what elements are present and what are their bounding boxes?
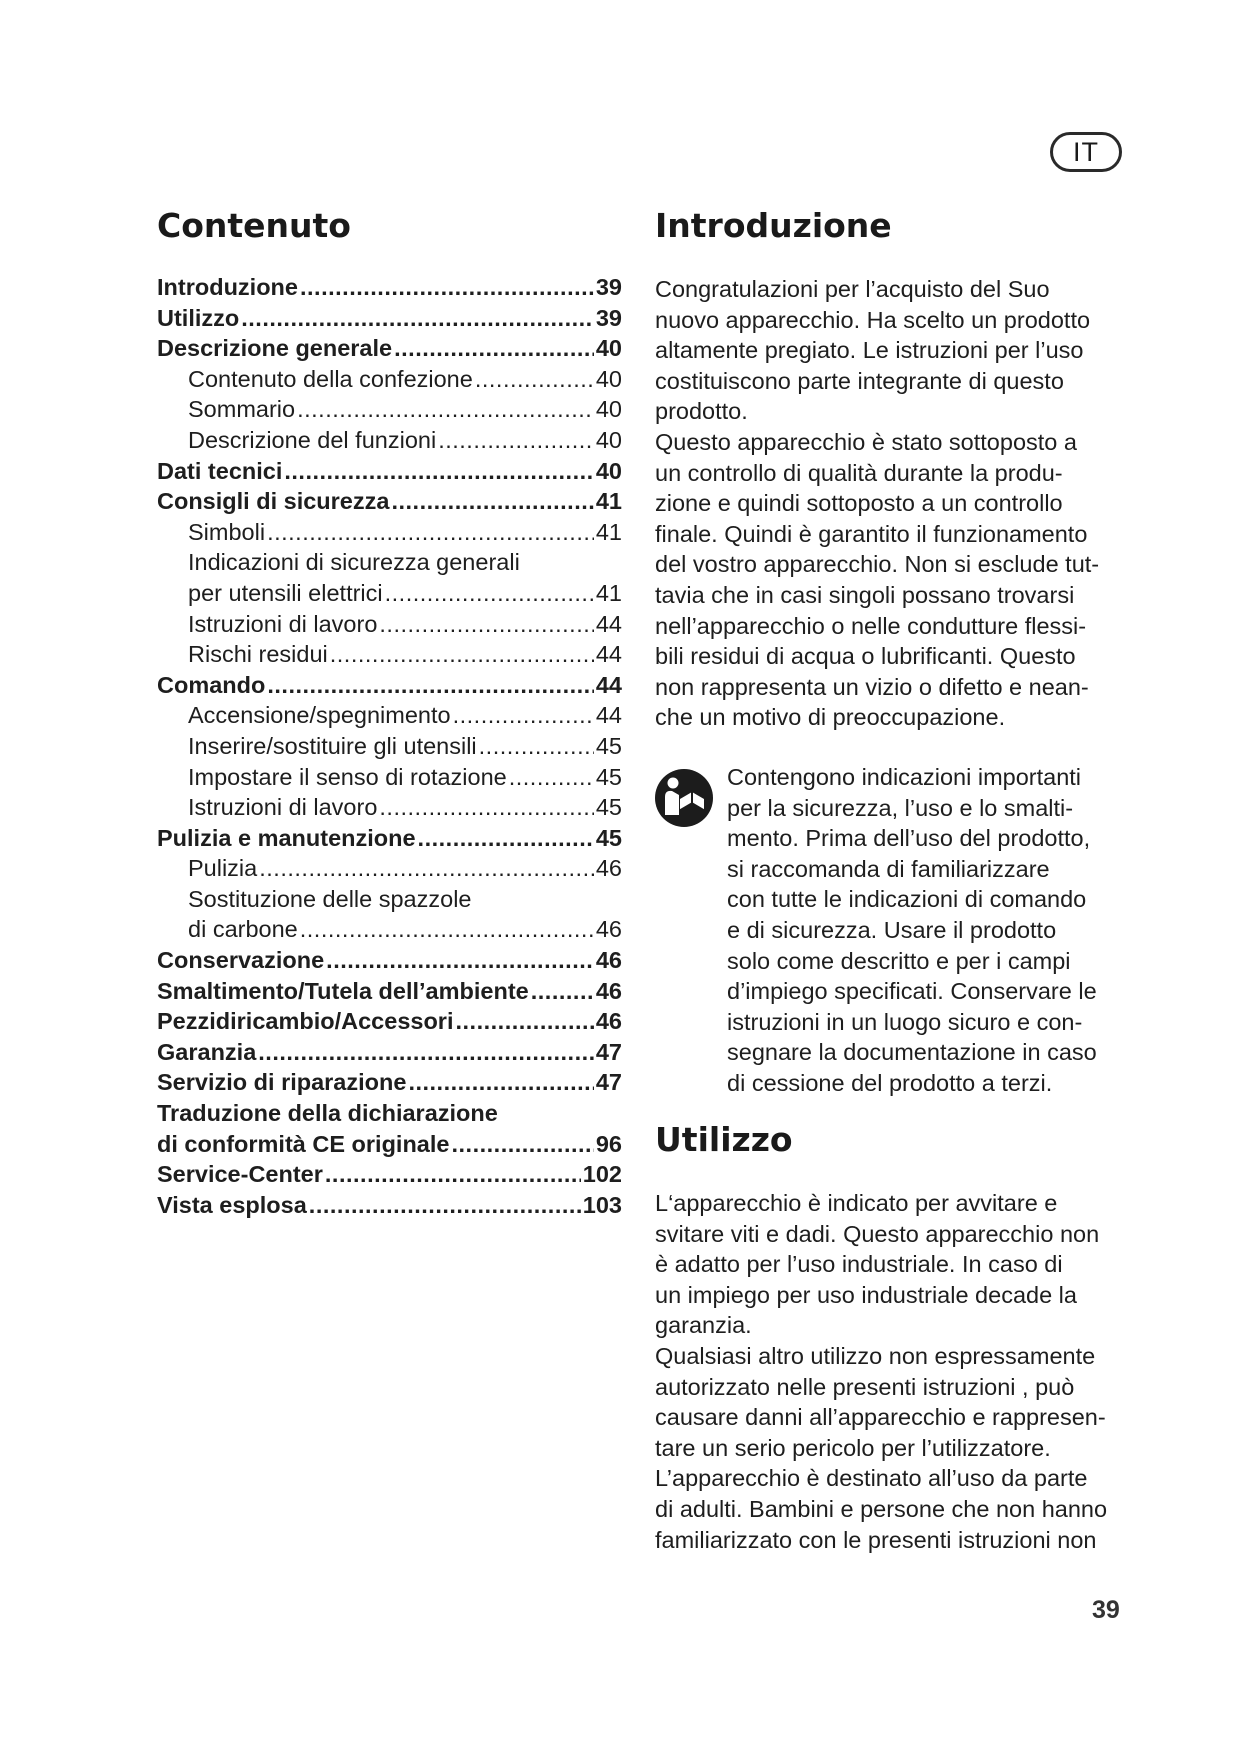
toc-entry: [157, 794, 622, 825]
toc-entry-page: 44: [595, 702, 622, 729]
toc-dot-leader: [267, 672, 594, 699]
language-badge: IT: [1050, 132, 1122, 172]
toc-entry-page: 45: [595, 732, 622, 759]
toc-entry-label: Contenuto della confezione: [188, 365, 473, 392]
notice-line: solo come descritto e per i campi: [727, 947, 1071, 974]
toc-entry-page: 47: [595, 1038, 622, 1065]
toc-entry-label: Istruzioni di lavoro: [188, 794, 378, 821]
notice-line: di cessione del prodotto a terzi.: [727, 1069, 1053, 1096]
toc-dot-leader: [241, 305, 594, 332]
notice-line: per la sicurezza, l’uso e lo smalti-: [727, 794, 1074, 821]
toc-dot-leader: [309, 1192, 581, 1219]
toc-entry-page: 46: [595, 916, 622, 943]
toc-entry-page: 46: [595, 977, 622, 1004]
toc-entry-label: Consigli di sicurezza: [157, 488, 390, 515]
page-number: 39: [1092, 1596, 1120, 1624]
toc-dot-leader: [475, 366, 594, 393]
introduzione-line: finale. Quindi è garantito il funzionamento: [655, 520, 1088, 547]
toc-entry-page: 44: [595, 671, 622, 698]
toc-entry-label: Impostare il senso di rotazione: [188, 763, 507, 790]
toc-entry: [157, 396, 622, 427]
introduzione-line: altamente pregiato. Le istruzioni per l’uso: [655, 337, 1084, 364]
utilizzo-line: è adatto per l’uso industriale. In caso di: [655, 1251, 1063, 1278]
introduzione-line: prodotto.: [655, 398, 748, 425]
notice-line: istruzioni in un luogo sicuro e con-: [727, 1008, 1083, 1035]
toc-entry-page: 46: [595, 1008, 622, 1035]
toc-entry-page: 40: [595, 457, 622, 484]
introduzione-title: Introduzione: [655, 206, 892, 245]
toc-entry-label: Descrizione del funzioni: [188, 426, 437, 453]
toc-dot-leader: [453, 702, 594, 729]
toc-entry-page: 40: [595, 335, 622, 362]
toc-dot-leader: [267, 519, 594, 546]
toc-entry-page: 44: [595, 610, 622, 637]
toc-entry: [157, 427, 622, 458]
toc-entry: [157, 611, 622, 642]
toc-dot-leader: [258, 1039, 594, 1066]
safety-notice-text: [727, 762, 1147, 1099]
toc-entry: [157, 1161, 622, 1192]
toc-entry: [157, 1100, 622, 1131]
utilizzo-line: autorizzato nelle presenti istruzioni , può: [655, 1373, 1075, 1400]
toc-entry: [157, 1069, 622, 1100]
toc-entry: [157, 978, 622, 1009]
toc-entry-page: 41: [595, 579, 622, 606]
utilizzo-line: di adulti. Bambini e persone che non hanno: [655, 1495, 1108, 1522]
toc-entry: [157, 886, 622, 917]
toc-entry-label: Servizio di riparazione: [157, 1069, 407, 1096]
toc-entry-page: 47: [595, 1069, 622, 1096]
notice-line: si raccomanda di familiarizzare: [727, 855, 1050, 882]
toc-entry-label: Sommario: [188, 396, 296, 423]
toc-entry: [157, 1192, 622, 1223]
utilizzo-title: Utilizzo: [655, 1120, 793, 1159]
toc-entry-label: Garanzia: [157, 1038, 257, 1065]
toc-entry-page: 40: [595, 426, 622, 453]
toc-dot-leader: [479, 733, 594, 760]
toc-title: Contenuto: [157, 206, 351, 245]
introduzione-line: zione e quindi sottoposto a un controllo: [655, 490, 1063, 517]
toc-entry-page: 40: [595, 365, 622, 392]
toc-entry: [157, 947, 622, 978]
toc-dot-leader: [531, 978, 594, 1005]
toc-dot-leader: [385, 580, 594, 607]
toc-entry-label: di conformità CE originale: [157, 1130, 450, 1157]
toc-entry-label: Pulizia e manutenzione: [157, 824, 416, 851]
toc-entry-label: Accensione/spegnimento: [188, 702, 451, 729]
utilizzo-line: familiarizzato con le presenti istruzioni non: [655, 1526, 1097, 1553]
notice-line: mento. Prima dell’uso del prodotto,: [727, 825, 1091, 852]
toc-entry: [157, 458, 622, 489]
toc-entry-page: 45: [595, 763, 622, 790]
introduzione-line: Questo apparecchio è stato sottoposto a: [655, 428, 1077, 455]
toc-entry-label: Comando: [157, 671, 266, 698]
introduzione-line: costituiscono parte integrante di questo: [655, 367, 1064, 394]
toc-dot-leader: [391, 488, 593, 515]
toc-entry: [157, 1008, 622, 1039]
toc-entry-label: Utilizzo: [157, 304, 240, 331]
toc-entry-label: Indicazioni di sicurezza generali: [188, 549, 520, 576]
introduzione-text: [655, 274, 1145, 733]
toc-entry: [157, 274, 622, 305]
toc-entry-page: 41: [595, 488, 622, 515]
toc-entry-label: Service-Center: [157, 1161, 323, 1188]
toc-dot-leader: [394, 335, 594, 362]
utilizzo-line: tare un serio pericolo per l’utilizzatore.: [655, 1434, 1051, 1461]
toc-entry: [157, 335, 622, 366]
toc-dot-leader: [408, 1069, 593, 1096]
read-manual-icon: [654, 768, 714, 828]
toc-entry-label: Sostituzione delle spazzole: [188, 885, 472, 912]
toc-entry-page: 45: [595, 794, 622, 821]
toc-entry-label: Inserire/sostituire gli utensili: [188, 732, 477, 759]
toc-entry: [157, 488, 622, 519]
toc-entry: [157, 519, 622, 550]
toc-entry-page: 102: [582, 1161, 622, 1188]
toc-entry: [157, 672, 622, 703]
toc-dot-leader: [509, 764, 594, 791]
toc-dot-leader: [325, 1161, 581, 1188]
toc-dot-leader: [379, 794, 593, 821]
toc-dot-leader: [300, 916, 594, 943]
toc-entry-page: 46: [595, 947, 622, 974]
toc-entry: [157, 1131, 622, 1162]
introduzione-line: Congratulazioni per l’acquisto del Suo: [655, 276, 1050, 302]
introduzione-line: che un motivo di preoccupazione.: [655, 704, 1006, 731]
toc-dot-leader: [418, 825, 594, 852]
toc-entry: [157, 855, 622, 886]
toc-entry-page: 40: [595, 396, 622, 423]
toc-entry-label: Introduzione: [157, 274, 298, 300]
introduzione-line: nuovo apparecchio. Ha scelto un prodotto: [655, 306, 1091, 333]
toc-entry: [157, 580, 622, 611]
toc-dot-leader: [326, 947, 594, 974]
toc-entry-label: Pulizia: [188, 855, 258, 882]
introduzione-line: del vostro apparecchio. Non si esclude tut-: [655, 551, 1100, 578]
toc-entry-label: Rischi residui: [188, 641, 328, 668]
toc-entry: [157, 764, 622, 795]
toc-dot-leader: [455, 1008, 593, 1035]
toc-dot-leader: [379, 611, 593, 638]
toc-entry-label: per utensili elettrici: [188, 579, 383, 606]
toc-dot-leader: [451, 1131, 593, 1158]
notice-line: con tutte le indicazioni di comando: [727, 886, 1087, 913]
toc-entry: [157, 366, 622, 397]
introduzione-line: non rappresenta un vizio o difetto e nean-: [655, 673, 1089, 700]
utilizzo-text: [655, 1188, 1145, 1555]
toc-entry-label: Descrizione generale: [157, 335, 393, 362]
toc-entry-page: 44: [595, 641, 622, 668]
toc-entry: [157, 641, 622, 672]
toc-entry-page: 46: [595, 855, 622, 882]
introduzione-line: bili residui di acqua o lubrificanti. Questo: [655, 643, 1076, 670]
toc-dot-leader: [438, 427, 594, 454]
toc-entry: [157, 702, 622, 733]
toc-entry: [157, 733, 622, 764]
utilizzo-line: causare danni all’apparecchio e rappresen-: [655, 1404, 1106, 1431]
toc-entry-page: 45: [595, 824, 622, 851]
toc-entry-page: 39: [595, 304, 622, 331]
introduzione-line: tavia che in casi singoli possano trovarsi: [655, 581, 1075, 608]
toc-entry-label: Dati tecnici: [157, 457, 283, 484]
toc-entry-label: di carbone: [188, 916, 298, 943]
toc-dot-leader: [300, 274, 594, 301]
toc-entry-page: 96: [595, 1130, 622, 1157]
toc-entry: [157, 825, 622, 856]
toc-entry: [157, 305, 622, 336]
notice-line: Contengono indicazioni importanti: [727, 764, 1082, 790]
toc-entry: [157, 1039, 622, 1070]
utilizzo-line: garanzia.: [655, 1312, 752, 1339]
introduzione-line: nell’apparecchio o nelle condutture flessi-: [655, 612, 1087, 639]
toc-entry-page: 41: [595, 518, 622, 545]
utilizzo-line: L’apparecchio è destinato all’uso da parte: [655, 1465, 1088, 1492]
utilizzo-line: Qualsiasi altro utilizzo non espressamente: [655, 1342, 1096, 1369]
toc-entry-label: Traduzione della dichiarazione: [157, 1100, 498, 1127]
toc-dot-leader: [330, 641, 594, 668]
toc-entry-label: Istruzioni di lavoro: [188, 610, 378, 637]
utilizzo-line: L‘apparecchio è indicato per avvitare e: [655, 1190, 1058, 1216]
toc-entry-label: Vista esplosa: [157, 1191, 307, 1218]
toc-entry-page: 39: [595, 274, 622, 300]
toc-dot-leader: [259, 855, 594, 882]
toc-entry-label: Conservazione: [157, 947, 325, 974]
toc-dot-leader: [284, 458, 593, 485]
toc-entry-label: Pezzidiricambio/Accessori: [157, 1008, 454, 1035]
toc-entry: [157, 549, 622, 580]
toc-entry-page: 103: [582, 1191, 622, 1218]
notice-line: e di sicurezza. Usare il prodotto: [727, 916, 1057, 943]
toc-entry: [157, 916, 622, 947]
notice-line: segnare la documentazione in caso: [727, 1039, 1097, 1066]
utilizzo-line: svitare viti e dadi. Questo apparecchio non: [655, 1220, 1100, 1247]
toc-entry-label: Smaltimento/Tutela dell’ambiente: [157, 977, 529, 1004]
toc-entry-label: Simboli: [188, 518, 266, 545]
table-of-contents: [157, 274, 622, 1222]
utilizzo-line: un impiego per uso industriale decade la: [655, 1281, 1077, 1308]
toc-dot-leader: [297, 396, 594, 423]
notice-line: d’impiego specificati. Conservare le: [727, 978, 1097, 1005]
introduzione-line: un controllo di qualità durante la produ-: [655, 459, 1063, 486]
